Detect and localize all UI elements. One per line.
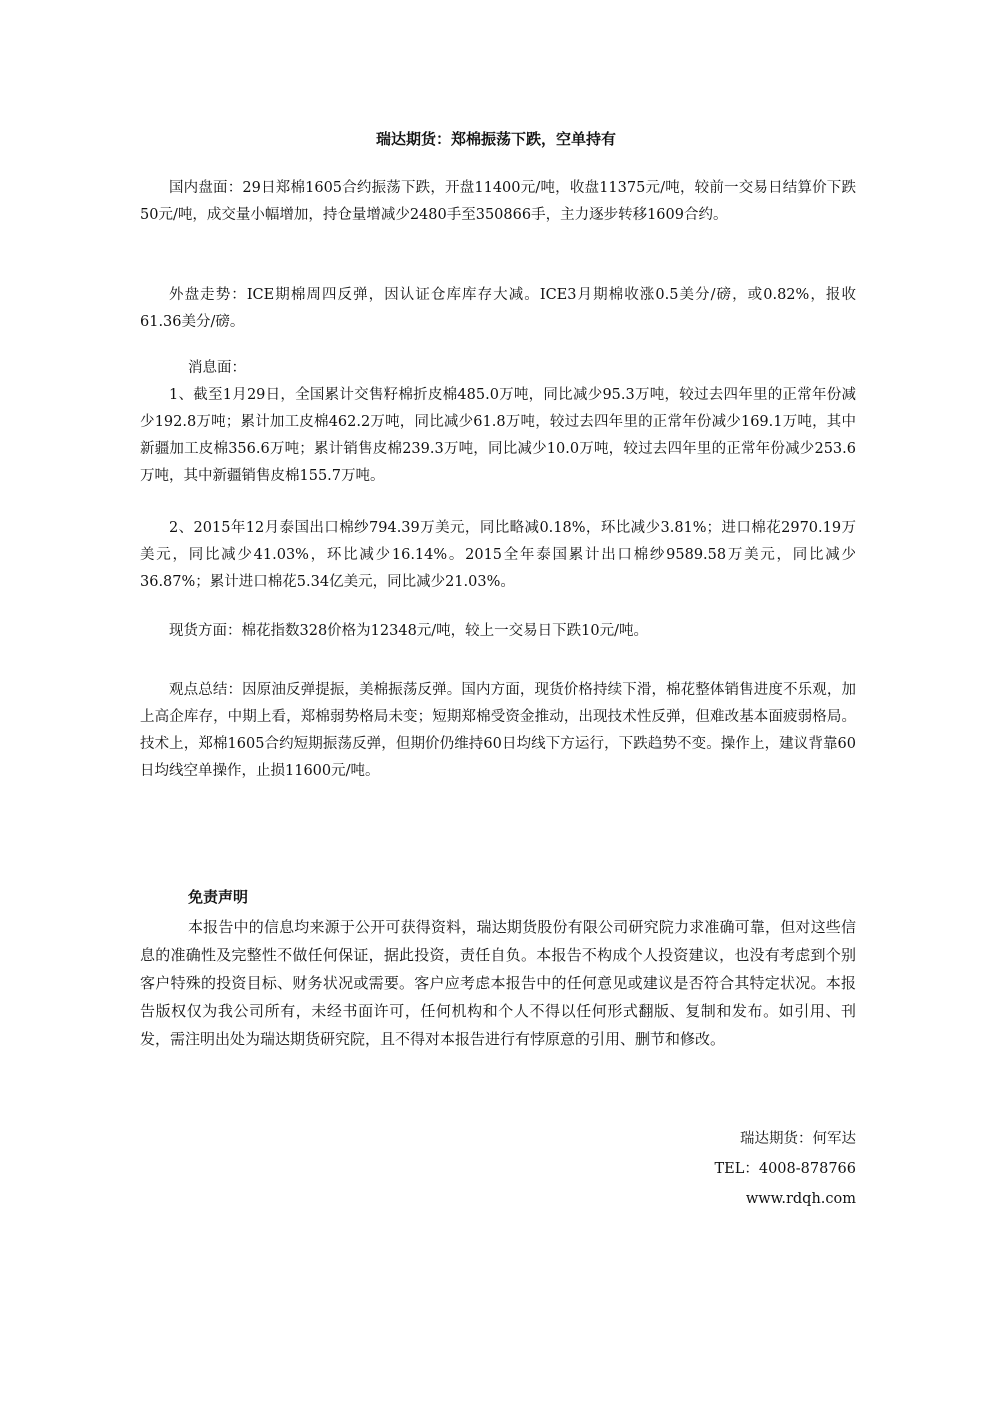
domestic-market-paragraph: 国内盘面：29日郑棉1605合约振荡下跌，开盘11400元/吨，收盘11375元/吨，较前一交易日结算价下跌50元/吨，成交量小幅增加，持仓量增减少2480手至350866手，主力逐步转移1609合约。 [140, 180, 856, 223]
spot-market-paragraph: 现货方面：棉花指数328价格为12348元/吨，较上一交易日下跌10元/吨。 [169, 623, 649, 639]
news-item-1: 1、截至1月29日，全国累计交售籽棉折皮棉485.0万吨，同比减少95.3万吨，较过去四年里的正常年份减少192.8万吨；累计加工皮棉462.2万吨，同比减少61.8万吨，较过去四年里的正常年份减少169.1万吨，其中新疆加工皮棉356.6万吨；累计销售皮棉239.3万吨，同比减少10.0万吨，较过去四年里的正常年份减少253.6万吨，其中新疆销售皮棉155.7万吨。 [140, 387, 856, 484]
disclaimer-body: 本报告中的信息均来源于公开可获得资料，瑞达期货股份有限公司研究院力求准确可靠，但对这些信息的准确性及完整性不做任何保证，据此投资，责任自负。本报告不构成个人投资建议，也没有考虑到个别客户特殊的投资目标、财务状况或需要。客户应考虑本报告中的任何意见或建议是否符合其特定状况。本报告版权仅为我公司所有，未经书面许可，任何机构和个人不得以任何形式翻版、复制和发布。如引用、刊发，需注明出处为瑞达期货研究院，且不得对本报告进行有悖原意的引用、删节和修改。 [140, 918, 856, 1048]
signature-author: 瑞达期货：何军达 [740, 1131, 856, 1147]
summary-paragraph: 观点总结：因原油反弹提振，美棉振荡反弹。国内方面，现货价格持续下滑，棉花整体销售进度不乐观，加上高企库存，中期上看，郑棉弱势格局未变；短期郑棉受资金推动，出现技术性反弹，但难改基本面疲弱格局。技术上，郑棉1605合约短期振荡反弹，但期价仍维持60日均线下方运行，下跌趋势不变。操作上，建议背靠60日均线空单操作，止损11600元/吨。 [140, 682, 856, 779]
signature-telephone: TEL：4008-878766 [714, 1161, 856, 1177]
news-heading: 消息面： [188, 360, 246, 376]
report-title: 瑞达期货：郑棉振荡下跌，空单持有 [375, 130, 616, 148]
news-item-2: 2、2015年12月泰国出口棉纱794.39万美元，同比略减0.18%，环比减少3.81%；进口棉花2970.19万美元，同比减少41.03%，环比减少16.14%。2015全年泰国累计出口棉纱9589.58万美元，同比减少36.87%；累计进口棉花5.34亿美元，同比减少21.03%。 [140, 520, 856, 590]
signature-website: www.rdqh.com [745, 1191, 856, 1207]
disclaimer-heading: 免责声明 [188, 888, 249, 906]
overseas-market-paragraph: 外盘走势：ICE期棉周四反弹，因认证仓库库存大减。ICE3月期棉收涨0.5美分/磅，或0.82%，报收61.36美分/磅。 [140, 287, 856, 330]
